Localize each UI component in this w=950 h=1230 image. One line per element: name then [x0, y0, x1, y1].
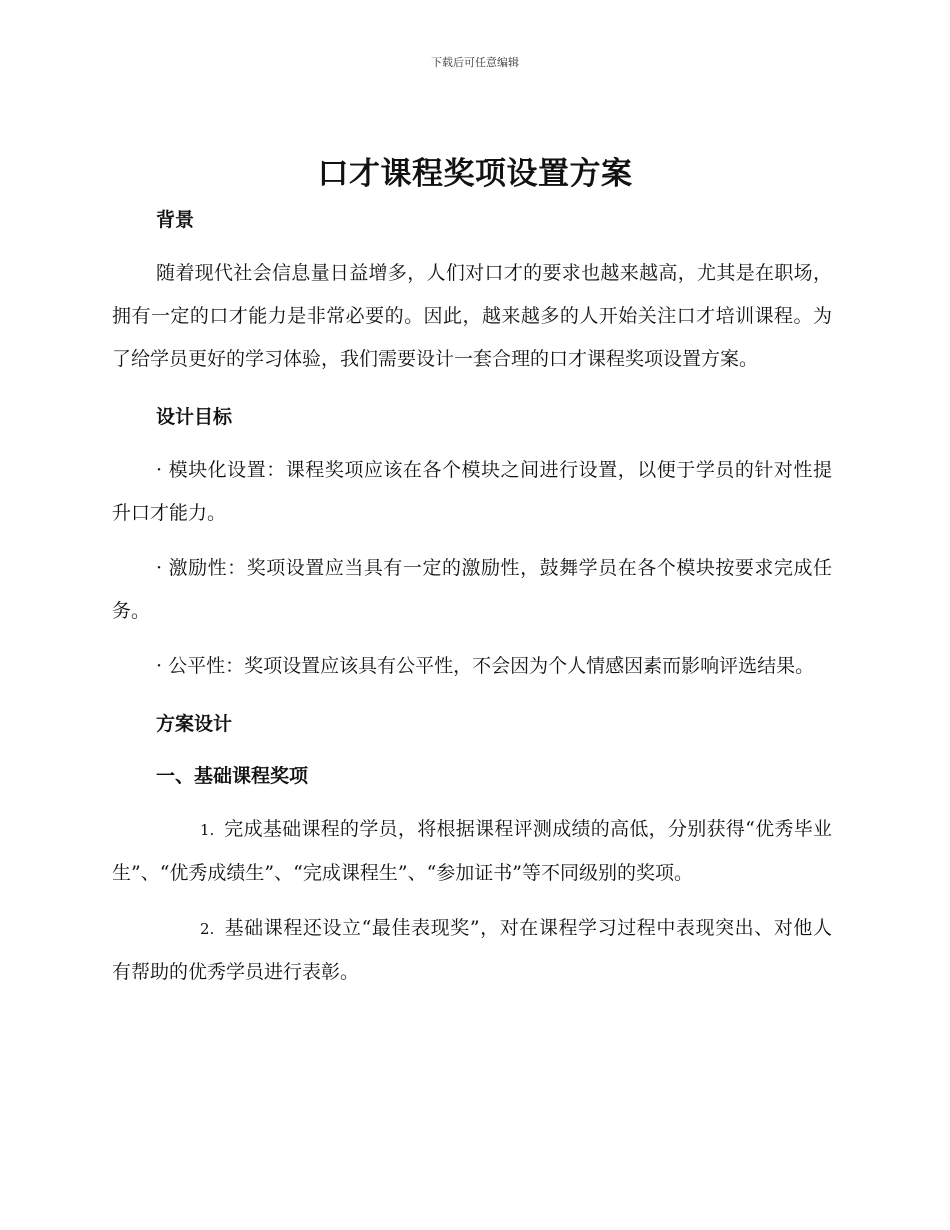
subsection-heading-basic-awards: 一、基础课程奖项	[156, 765, 309, 787]
document-body	[112, 200, 832, 994]
section-heading-background: 背景	[156, 209, 195, 231]
section-heading-plan: 方案设计	[156, 713, 233, 735]
plan-list-item	[112, 808, 832, 895]
list-item-text: 完成基础课程的学员，将根据课程评测成绩的高低，分别获得“优秀毕业生”、“优秀成绩生”、“完成课程生”、“参加证书”等不同级别的奖项。	[112, 818, 832, 884]
section-heading-goals: 设计目标	[156, 406, 233, 428]
header-note: 下载后可任意编辑	[431, 56, 519, 69]
goal-item: · 模块化设置：课程奖项应该在各个模块之间进行设置，以便于学员的针对性提升口才能力。	[112, 459, 832, 524]
plan-list-item	[112, 907, 832, 994]
background-paragraph: 随着现代社会信息量日益增多，人们对口才的要求也越来越高，尤其是在职场，拥有一定的口才能力是非常必要的。因此，越来越多的人开始关注口才培训课程。为了给学员更好的学习体验，我们需要设计一套合理的口才课程奖项设置方案。	[112, 262, 832, 370]
goal-item: · 公平性：奖项设置应该具有公平性，不会因为个人情感因素而影响评选结果。	[156, 655, 815, 677]
list-item-number: 1.	[200, 821, 215, 839]
list-item-text: 基础课程还设立“最佳表现奖”，对在课程学习过程中表现突出、对他人有帮助的优秀学员进行表彰。	[112, 917, 832, 983]
list-item-number: 2.	[200, 920, 215, 938]
document-title: 口才课程奖项设置方案	[317, 156, 633, 192]
goal-item: · 激励性：奖项设置应当具有一定的激励性，鼓舞学员在各个模块按要求完成任务。	[112, 557, 832, 622]
